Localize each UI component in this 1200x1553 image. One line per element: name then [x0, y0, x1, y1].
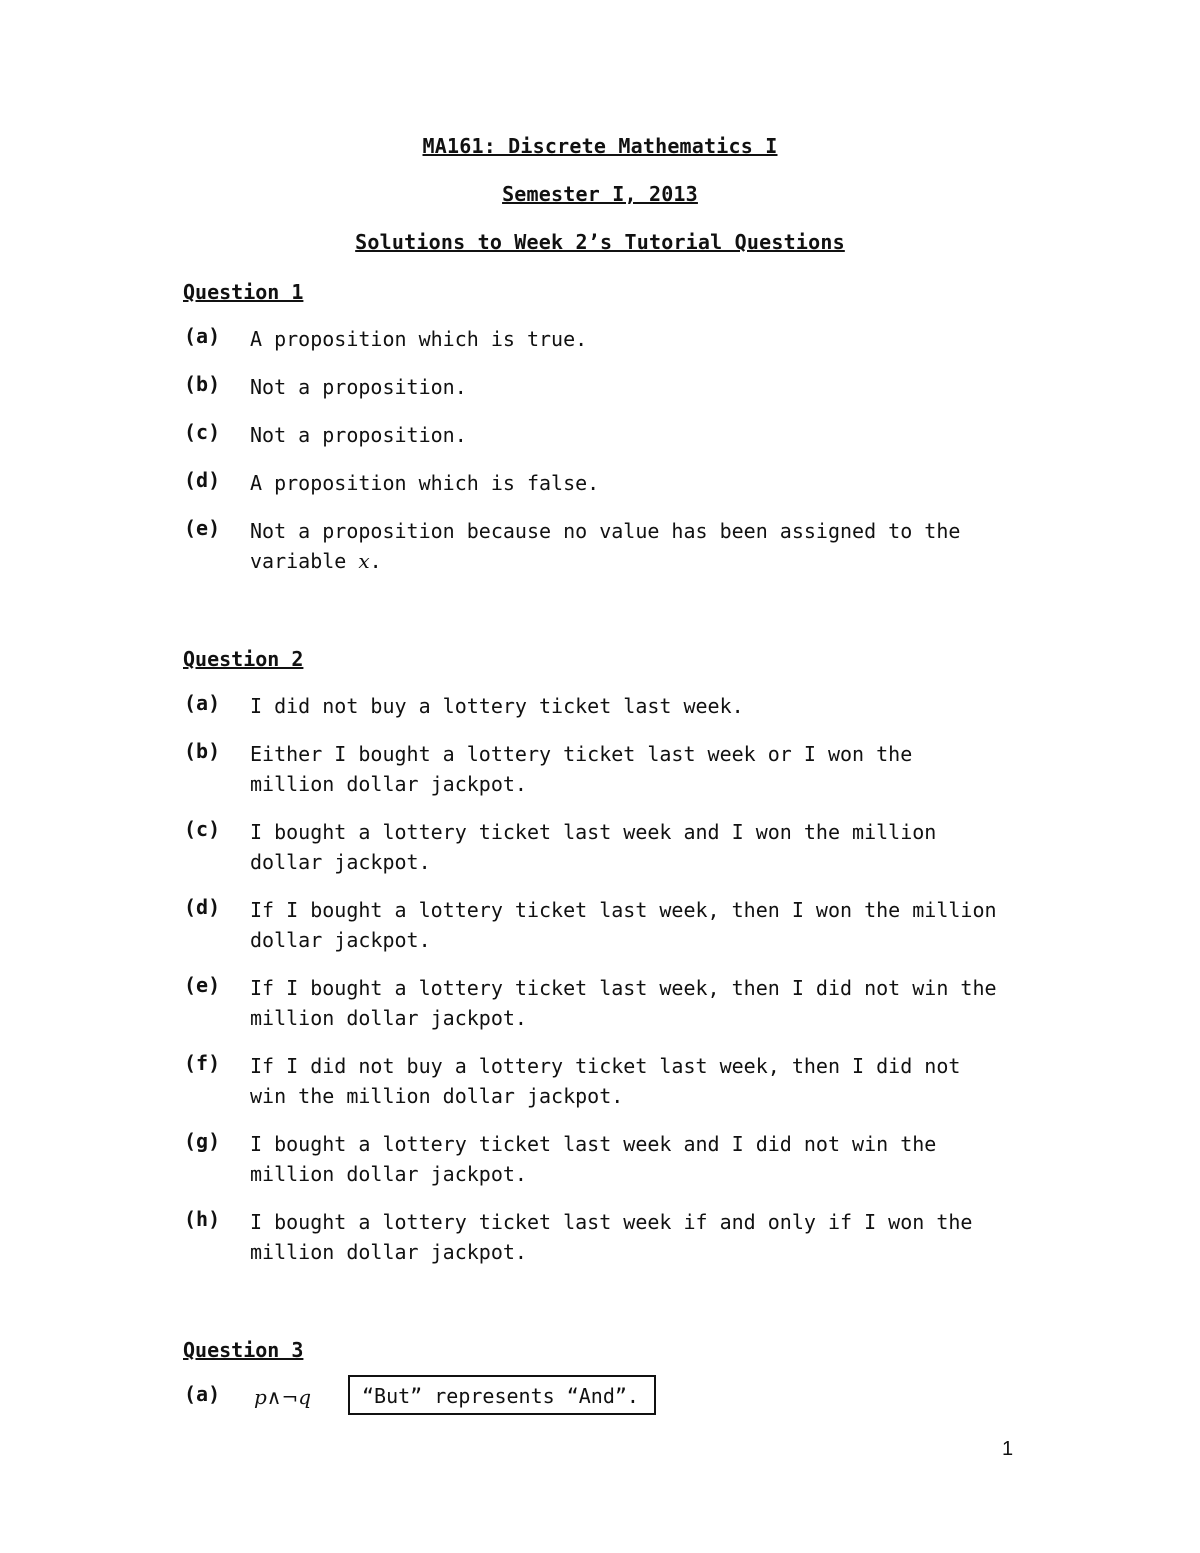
item-text: I bought a lottery ticket last week if and only if I won the million dollar jackpot. — [250, 1210, 973, 1264]
page-number: 1 — [1002, 1438, 1014, 1460]
item-text: If I bought a lottery ticket last week, then I did not win the million dollar jackpot. — [250, 976, 997, 1030]
item-text: If I did not buy a lottery ticket last week, then I did not win the million dollar jackpot. — [250, 1054, 961, 1108]
item-label: (a) — [184, 1382, 221, 1406]
semester-title: Semester I, 2013 — [502, 182, 698, 206]
item-text-main: Not a proposition because no value has been assigned to the variable — [250, 519, 961, 573]
item-label: (e) — [184, 516, 221, 540]
item-text: I bought a lottery ticket last week and I did not win the million dollar jackpot. — [250, 1132, 937, 1186]
item-label: (a) — [184, 324, 221, 348]
item-text: If I bought a lottery ticket last week, then I won the million dollar jackpot. — [250, 898, 997, 952]
item-text: Either I bought a lottery ticket last week or I won the million dollar jackpot. — [250, 742, 913, 796]
item-label: (a) — [184, 691, 221, 715]
item-text — [250, 516, 1020, 576]
variable-x: x — [358, 549, 370, 573]
item-label: (b) — [184, 372, 221, 396]
item-label: (g) — [184, 1129, 221, 1153]
item-label: (b) — [184, 739, 221, 763]
item-label: (c) — [184, 817, 221, 841]
item-label: (h) — [184, 1207, 221, 1231]
item-label: (e) — [184, 973, 221, 997]
item-text: I bought a lottery ticket last week and I won the million dollar jackpot. — [250, 820, 937, 874]
item-text-tail: . — [369, 549, 382, 573]
formula: p∧¬q — [254, 1385, 312, 1409]
question-3-heading: Question 3 — [183, 1338, 304, 1362]
course-title: MA161: Discrete Mathematics I — [422, 134, 778, 158]
question-1-heading: Question 1 — [183, 280, 304, 304]
note-text: “But” represents “And”. — [362, 1384, 639, 1408]
document-subtitle: Solutions to Week 2’s Tutorial Questions — [355, 230, 845, 254]
item-label: (d) — [184, 895, 221, 919]
item-text: A proposition which is true. — [250, 327, 588, 351]
item-text: Not a proposition. — [250, 423, 467, 447]
question-2-heading: Question 2 — [183, 647, 304, 671]
note-box — [348, 1375, 656, 1415]
item-text: I did not buy a lottery ticket last week. — [250, 694, 744, 718]
item-label: (f) — [184, 1051, 221, 1075]
item-label: (d) — [184, 468, 221, 492]
item-text: A proposition which is false. — [250, 471, 600, 495]
item-label: (c) — [184, 420, 221, 444]
item-text: Not a proposition. — [250, 375, 467, 399]
